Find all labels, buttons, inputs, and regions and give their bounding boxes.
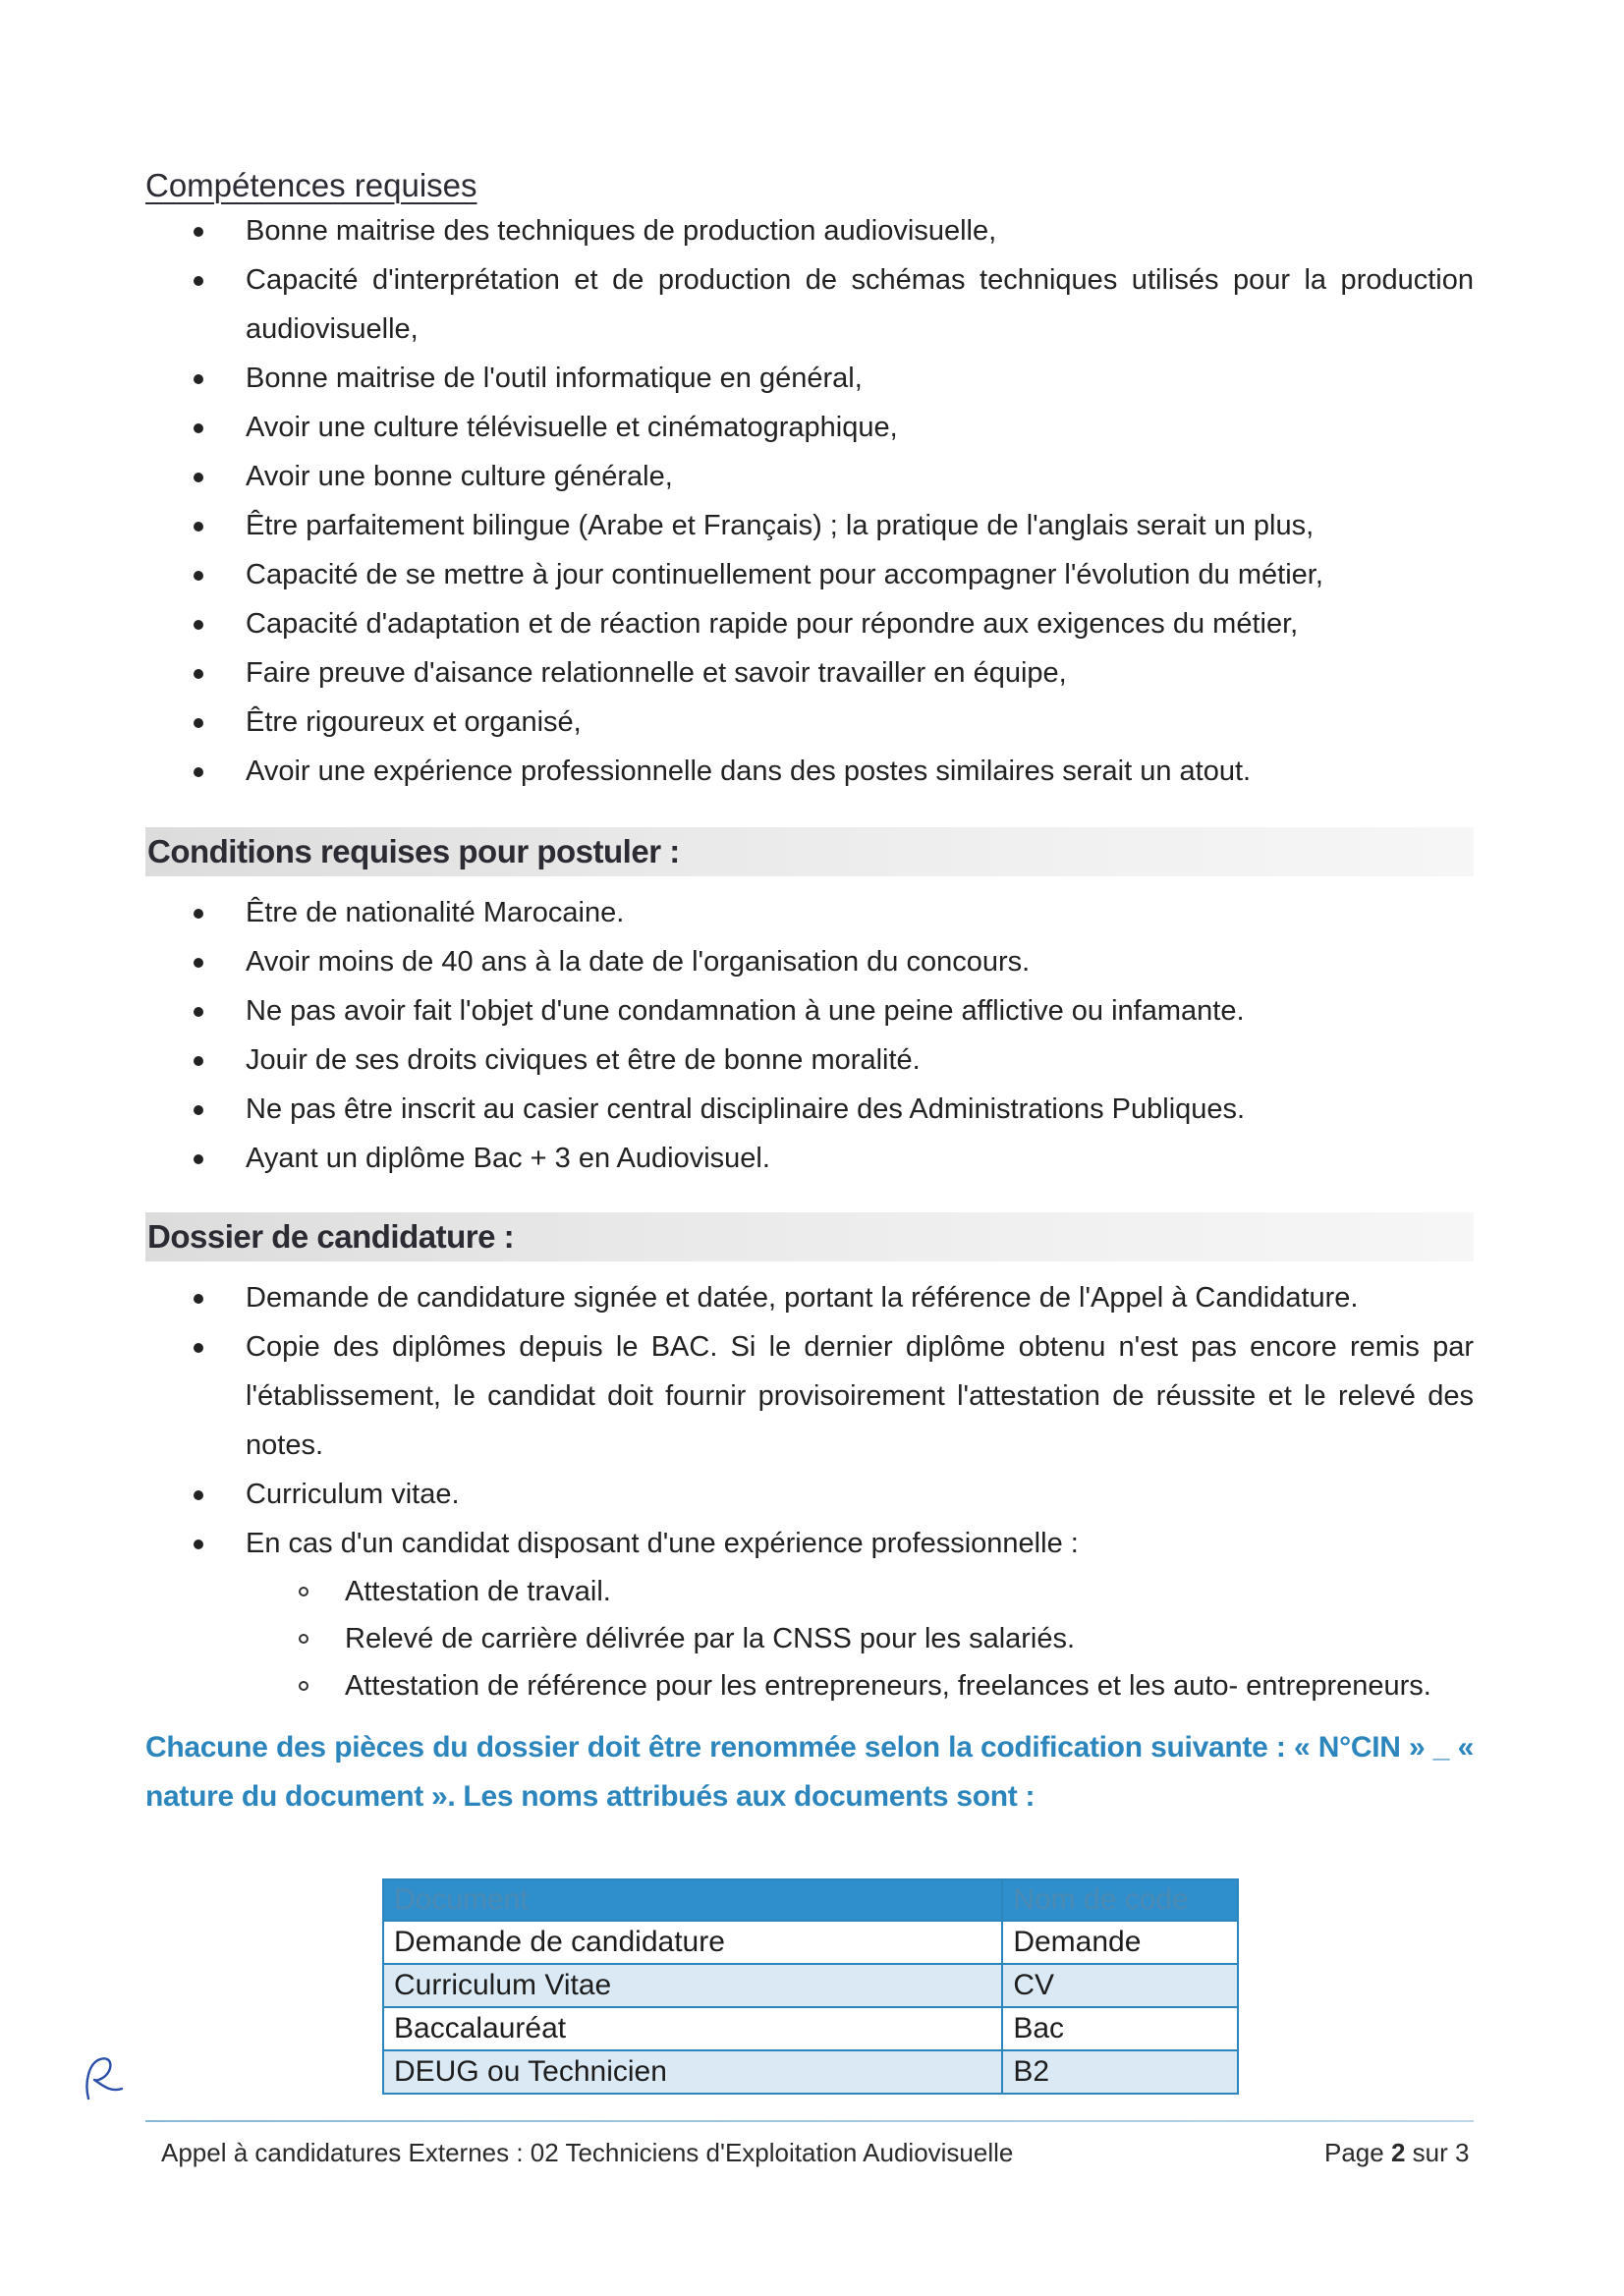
table-row — [383, 2050, 1238, 2094]
list-item: Être de nationalité Marocaine. — [145, 888, 1474, 937]
list-item: Faire preuve d'aisance relationnelle et savoir travailler en équipe, — [145, 648, 1474, 698]
table-row — [383, 1964, 1238, 2007]
page-current: 2 — [1390, 2138, 1406, 2167]
table-header-document: Document — [383, 1879, 1002, 1921]
section-title-conditions: Conditions requises pour postuler : — [145, 827, 1474, 876]
competences-list — [145, 206, 1474, 796]
table-cell: Curriculum Vitae — [383, 1964, 1002, 2007]
conditions-list — [145, 888, 1474, 1183]
page-number — [1324, 2138, 1470, 2168]
list-item: Capacité d'interprétation et de production de schémas techniques utilisés pour la production audiovisuelle, — [145, 255, 1474, 354]
sub-list-item: Attestation de travail. — [145, 1568, 1474, 1615]
footer-divider — [145, 2120, 1474, 2122]
list-item: Capacité d'adaptation et de réaction rapide pour répondre aux exigences du métier, — [145, 599, 1474, 648]
table-cell: DEUG ou Technicien — [383, 2050, 1002, 2094]
sub-list-item: Relevé de carrière délivrée par la CNSS pour les salariés. — [145, 1615, 1474, 1662]
list-item: Ayant un diplôme Bac + 3 en Audiovisuel. — [145, 1134, 1474, 1183]
table-cell: B2 — [1002, 2050, 1238, 2094]
dossier-list — [145, 1273, 1474, 1568]
page-sep: sur — [1412, 2138, 1448, 2167]
footer-title: Appel à candidatures Externes : 02 Techniciens d'Exploitation Audiovisuelle — [161, 2138, 1014, 2167]
list-item: Ne pas avoir fait l'objet d'une condamnation à une peine afflictive ou infamante. — [145, 986, 1474, 1036]
list-item: Avoir moins de 40 ans à la date de l'organisation du concours. — [145, 937, 1474, 986]
document-codes-table — [382, 1878, 1239, 2095]
section-title-dossier: Dossier de candidature : — [145, 1212, 1474, 1261]
section-title-competences: Compétences requises — [145, 167, 477, 203]
table-row — [383, 1921, 1238, 1964]
dossier-sub-list — [145, 1568, 1474, 1709]
table-cell: Demande de candidature — [383, 1921, 1002, 1964]
table-header-code: Nom de code — [1002, 1879, 1238, 1921]
main-content — [145, 167, 1474, 1821]
page-total: 3 — [1455, 2138, 1470, 2167]
table-header-row — [383, 1879, 1238, 1921]
list-item: Ne pas être inscrit au casier central disciplinaire des Administrations Publiques. — [145, 1085, 1474, 1134]
table-row — [383, 2007, 1238, 2050]
list-item: Demande de candidature signée et datée, portant la référence de l'Appel à Candidature. — [145, 1273, 1474, 1322]
table-cell: Bac — [1002, 2007, 1238, 2050]
list-item: Avoir une bonne culture générale, — [145, 452, 1474, 501]
table-cell: CV — [1002, 1964, 1238, 2007]
list-item: Être parfaitement bilingue (Arabe et Français) ; la pratique de l'anglais serait un plus, — [145, 501, 1474, 550]
table-cell: Baccalauréat — [383, 2007, 1002, 2050]
list-item: Capacité de se mettre à jour continuellement pour accompagner l'évolution du métier, — [145, 550, 1474, 599]
list-item: En cas d'un candidat disposant d'une expérience professionnelle : — [145, 1519, 1474, 1568]
list-item: Curriculum vitae. — [145, 1470, 1474, 1519]
list-item: Bonne maitrise des techniques de production audiovisuelle, — [145, 206, 1474, 255]
list-item: Être rigoureux et organisé, — [145, 698, 1474, 747]
list-item: Bonne maitrise de l'outil informatique en général, — [145, 354, 1474, 403]
list-item: Avoir une expérience professionnelle dans des postes similaires serait un atout. — [145, 747, 1474, 796]
list-item: Copie des diplômes depuis le BAC. Si le dernier diplôme obtenu n'est pas encore remis par l'établissement, le candidat doit fournir provisoirement l'attestation de réussite et le relevé des notes. — [145, 1322, 1474, 1470]
sub-list-item: Attestation de référence pour les entrepreneurs, freelances et les auto- entrepreneurs. — [145, 1662, 1474, 1709]
handwritten-initial-icon — [79, 2053, 128, 2104]
naming-note: Chacune des pièces du dossier doit être renommée selon la codification suivante : « N°CIN » _ « nature du document ». Les noms attribués aux documents sont : — [145, 1731, 1474, 1813]
table-cell: Demande — [1002, 1921, 1238, 1964]
list-item: Jouir de ses droits civiques et être de bonne moralité. — [145, 1036, 1474, 1085]
page-prefix: Page — [1324, 2138, 1384, 2167]
list-item: Avoir une culture télévisuelle et cinématographique, — [145, 403, 1474, 452]
